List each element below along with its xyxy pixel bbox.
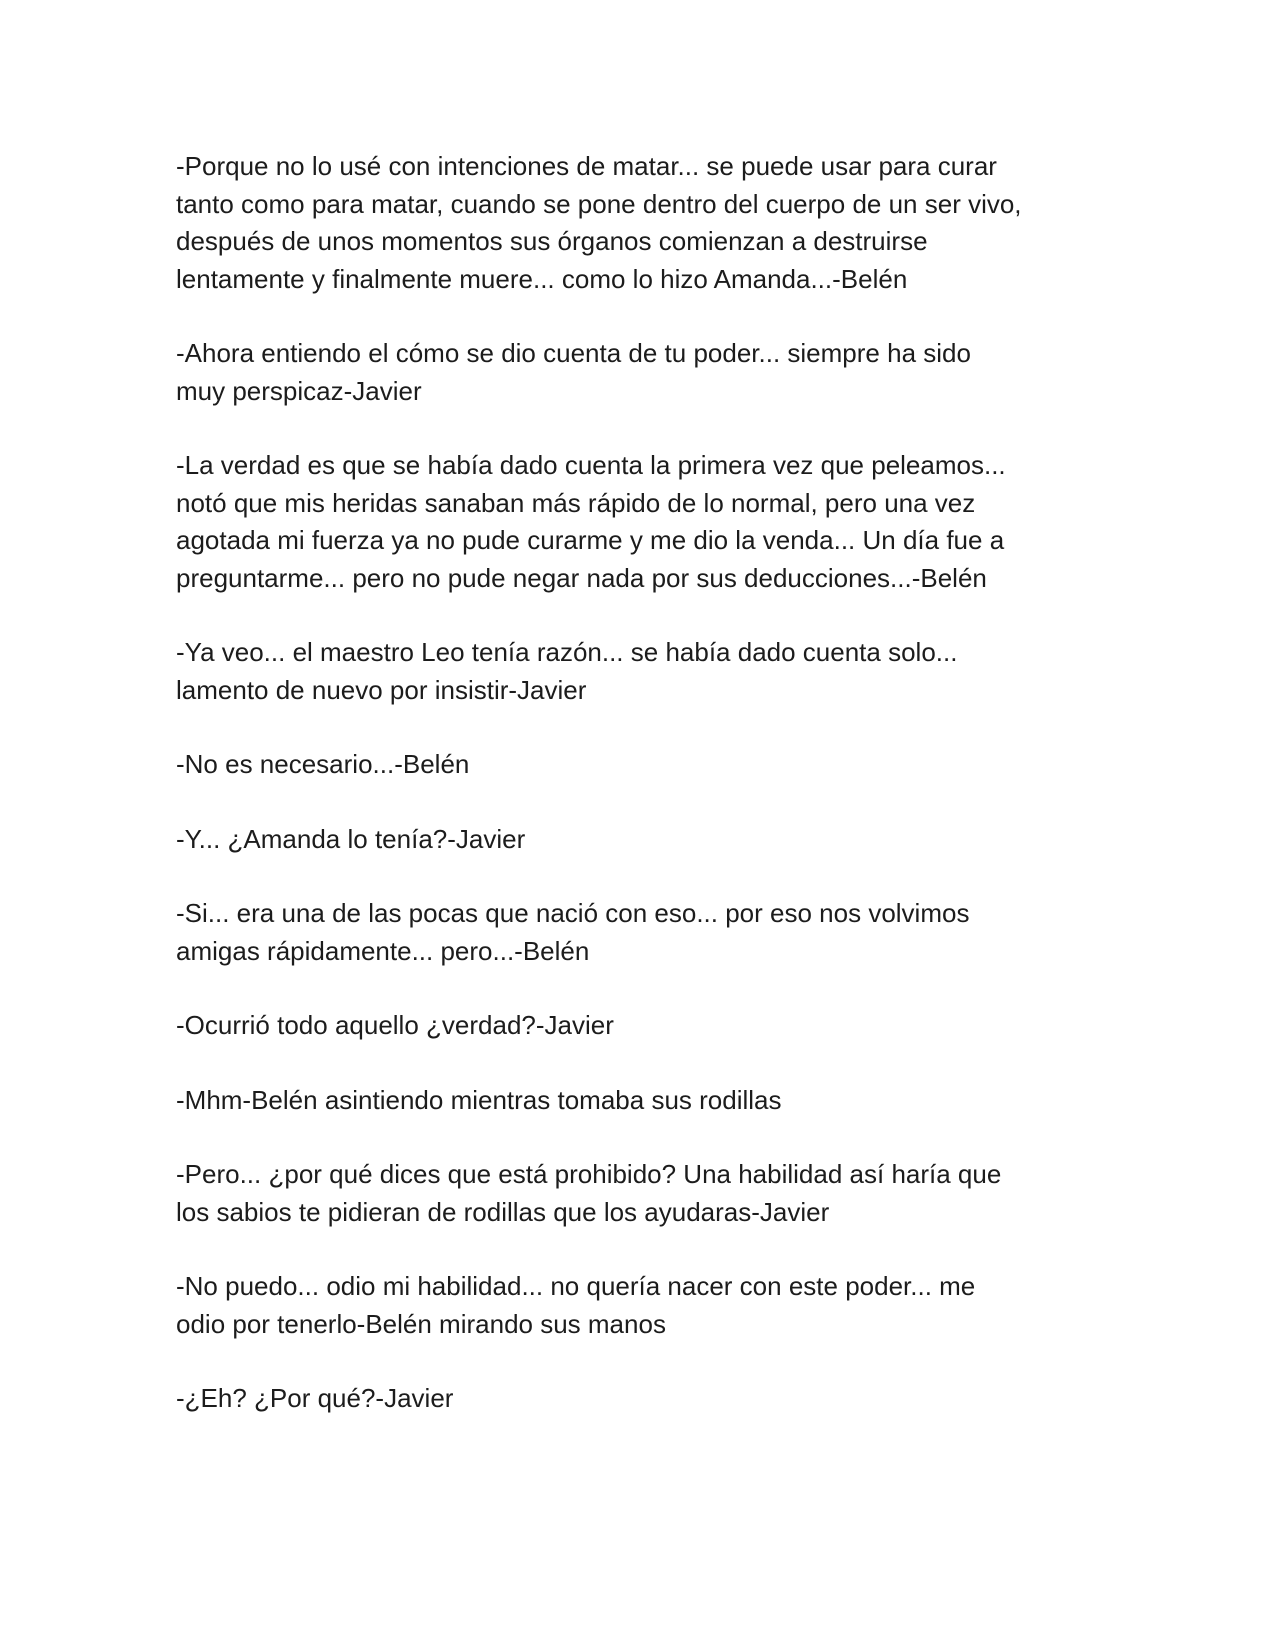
text-line: después de unos momentos sus órganos comienzan a destruirse — [176, 226, 928, 256]
paragraph — [176, 746, 1111, 784]
text-line: -Ocurrió todo aquello ¿verdad?-Javier — [176, 1010, 614, 1040]
text-line: muy perspicaz-Javier — [176, 375, 422, 406]
text-line: preguntarme... pero no pude negar nada por sus deducciones...-Belén — [176, 562, 987, 593]
text-line: -Ya veo... el maestro Leo tenía razón... se había dado cuenta solo... — [176, 637, 958, 667]
paragraph — [176, 148, 1111, 298]
paragraph — [176, 1156, 1111, 1231]
paragraph — [176, 821, 1111, 859]
text-line: agotada mi fuerza ya no pude curarme y me dio la venda... Un día fue a — [176, 525, 1005, 555]
text-line: -Si... era una de las pocas que nació con eso... por eso nos volvimos — [176, 898, 970, 928]
text-line: -No es necesario...-Belén — [176, 749, 470, 779]
paragraph — [176, 1380, 1111, 1418]
paragraph — [176, 634, 1111, 709]
text-line: -No puedo... odio mi habilidad... no quería nacer con este poder... me — [176, 1271, 976, 1301]
text-line: -¿Eh? ¿Por qué?-Javier — [176, 1383, 454, 1413]
text-line: -Y... ¿Amanda lo tenía?-Javier — [176, 823, 526, 854]
text-line: -Pero... ¿por qué dices que está prohibido? Una habilidad así haría que — [176, 1159, 1002, 1189]
text-line: odio por tenerlo-Belén mirando sus manos — [176, 1308, 666, 1339]
text-line: lamento de nuevo por insistir-Javier — [176, 674, 587, 705]
paragraph — [176, 335, 1111, 410]
paragraph — [176, 1007, 1111, 1045]
paragraph — [176, 895, 1111, 970]
paragraph — [176, 447, 1111, 597]
text-line: los sabios te pidieran de rodillas que los ayudaras-Javier — [176, 1196, 830, 1227]
document-body — [176, 148, 1111, 1455]
paragraph — [176, 1082, 1111, 1120]
text-line: amigas rápidamente... pero...-Belén — [176, 935, 590, 966]
text-line: -Ahora entiendo el cómo se dio cuenta de tu poder... siempre ha sido — [176, 338, 971, 368]
text-line: tanto como para matar, cuando se pone dentro del cuerpo de un ser vivo, — [176, 188, 1022, 219]
text-line: -Mhm-Belén asintiendo mientras tomaba sus rodillas — [176, 1084, 782, 1115]
paragraph — [176, 1268, 1111, 1343]
text-line: -Porque no lo usé con intenciones de matar... se puede usar para curar — [176, 151, 997, 181]
text-line: lentamente y finalmente muere... como lo hizo Amanda...-Belén — [176, 263, 908, 294]
text-line: notó que mis heridas sanaban más rápido de lo normal, pero una vez — [176, 487, 976, 518]
text-line: -La verdad es que se había dado cuenta la primera vez que peleamos... — [176, 450, 1006, 480]
